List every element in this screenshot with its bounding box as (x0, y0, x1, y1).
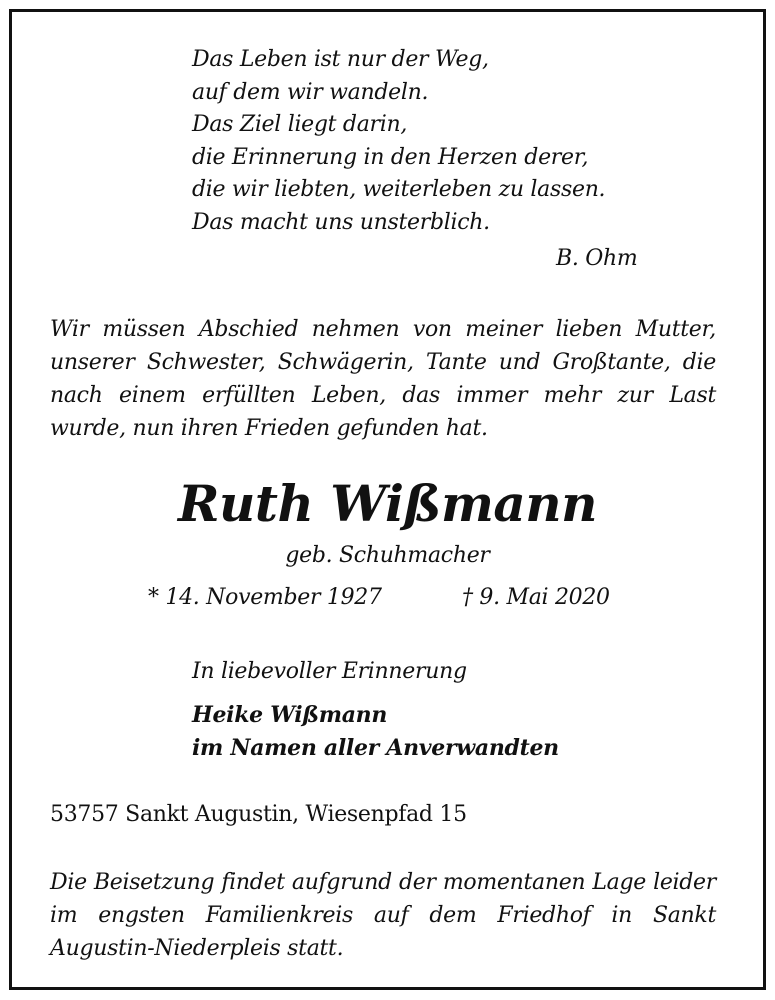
intro-text: Wir müssen Abschied nehmen von meiner lieben Mutter, unserer Schwester, Schwägerin, Tante und Großtante, die nach einem erfüllten Leben, das immer mehr zur Last wurde, nun ihren Frieden gefunden hat. (50, 317, 716, 441)
death-date: † 9. Mai 2020 (462, 585, 610, 610)
maiden-name: geb. Schuhmacher (285, 543, 490, 568)
burial-note: Die Beisetzung findet aufgrund der momentanen Lage leider im engsten Familienkreis auf dem Friedhof in Sankt Augustin-Niederpleis statt. (50, 870, 716, 961)
poem (192, 44, 605, 239)
poem-line: die wir liebten, weiterleben zu lassen. (192, 177, 606, 202)
address: 53757 Sankt Augustin, Wiesenpfad 15 (50, 802, 467, 827)
poem-line: die Erinnerung in den Herzen derer, (192, 144, 589, 170)
signer-line: Heike Wißmann (192, 702, 388, 728)
signer-line: im Namen aller Anverwandten (192, 735, 559, 761)
poem-line: Das Leben ist nur der Weg, (192, 47, 489, 72)
poem-author: B. Ohm (556, 246, 638, 271)
birth-date: * 14. November 1927 (148, 585, 382, 610)
poem-line: auf dem wir wandeln. (192, 79, 429, 105)
signers (192, 699, 559, 765)
poem-line: Das Ziel liegt darin, (192, 112, 408, 137)
deceased-name: Ruth Wißmann (177, 474, 598, 533)
memory-line: In liebevoller Erinnerung (192, 659, 467, 684)
poem-line: Das macht uns unsterblich. (192, 209, 490, 235)
